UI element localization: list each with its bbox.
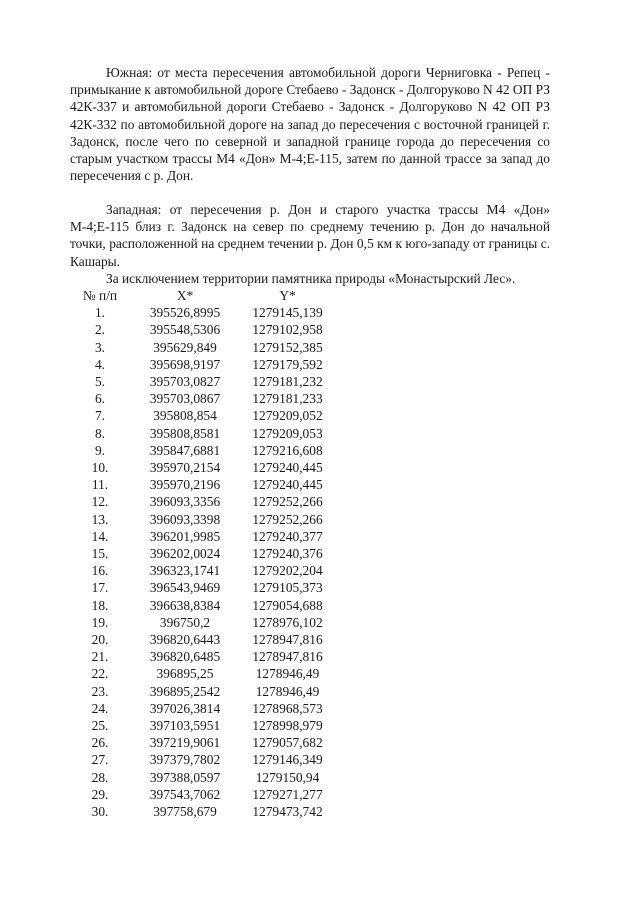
cell-number: 16. [91,563,109,579]
coordinates-table-body [70,304,335,820]
cell-y: 1279252,266 [252,511,323,527]
table-row [70,648,335,665]
cell-x: 397543,7062 [149,786,221,802]
table-row [70,373,335,390]
table-row [70,407,335,424]
table-row [70,562,335,579]
cell-x: 396323,1741 [149,563,221,579]
cell-y: 1278946,49 [255,683,320,699]
cell-y: 1279202,204 [252,563,323,579]
table-row [70,597,335,614]
cell-number: 29. [91,786,109,802]
cell-number: 18. [91,597,109,613]
table-row [70,803,335,820]
cell-y: 1278947,816 [252,649,323,665]
cell-x: 395526,8995 [149,305,221,321]
cell-y: 1279216,608 [252,442,323,458]
cell-x: 395808,8581 [149,425,221,441]
cell-y: 1278976,102 [252,614,323,630]
cell-y: 1279145,139 [252,305,323,321]
cell-y: 1279150,94 [255,769,320,785]
cell-number: 20. [91,632,109,648]
cell-number: 24. [91,700,109,716]
table-row [70,425,335,442]
cell-x: 395847,6881 [149,442,221,458]
cell-number: 1. [94,305,106,321]
paragraph-south-boundary: Южная: от места пересечения автомобильной дороги Черниговка - Репец - примыкание к автомобильной дороге Стебаево - Задонск - Долгоруково N 42 ОП РЗ 42К-337 и автомобильной дороги Стебаево - Задонск - Долгоруково N 42 ОП РЗ 42К-332 по автомобильной дороге на запад до пересечения с восточной границей г. Задонск, после чего по северной и западной границе города до пересечения со старым участком трассы М4 «Дон» М-4;Е-115, затем по данной трассе за запад до пересечения с р. Дон. [70,65,550,184]
cell-x: 396750,2 [159,614,211,630]
cell-y: 1279146,349 [252,752,323,768]
table-row [70,356,335,373]
cell-x: 396093,3356 [149,494,221,510]
cell-number: 23. [91,683,109,699]
cell-number: 14. [91,528,109,544]
cell-x: 396201,9985 [149,528,221,544]
cell-x: 395703,0867 [149,391,221,407]
paragraph-west-boundary: Западная: от пересечения р. Дон и старого участка трассы М4 «Дон» М-4;Е-115 близ г. Задонск на север по среднему течению р. Дон до начальной точки, расположенной на среднем течении р. Дон 0,5 км к юго-западу от границы с. Кашары. [70,202,550,269]
cell-number: 4. [94,356,106,372]
cell-x: 395808,854 [153,408,217,424]
cell-number: 8. [94,425,106,441]
table-row [70,321,335,338]
cell-y: 1279252,266 [252,494,323,510]
table-row [70,511,335,528]
cell-x: 397388,0597 [149,769,221,785]
cell-y: 1279152,385 [252,339,323,355]
table-row [70,304,335,321]
cell-y: 1279179,592 [252,356,323,372]
table-row [70,390,335,407]
cell-x: 396895,2542 [149,683,221,699]
table-row [70,683,335,700]
cell-y: 1279240,445 [252,460,323,476]
cell-number: 9. [94,442,106,458]
cell-number: 10. [91,460,109,476]
column-header-x: X* [176,288,194,303]
table-row [70,665,335,682]
cell-number: 5. [94,374,106,390]
table-row [70,493,335,510]
table-row [70,769,335,786]
cell-number: 28. [91,769,109,785]
cell-number: 26. [91,735,109,751]
table-row [70,700,335,717]
cell-x: 395629,849 [153,339,217,355]
cell-x: 395703,0827 [149,374,221,390]
column-header-y: Y* [279,288,296,303]
table-header-row [70,287,335,304]
cell-y: 1279271,277 [252,786,323,802]
cell-y: 1278968,573 [252,700,323,716]
cell-y: 1279240,376 [252,546,323,562]
cell-number: 11. [91,477,109,493]
cell-number: 25. [91,718,109,734]
cell-number: 2. [94,322,106,338]
cell-x: 396895,25 [156,666,214,682]
cell-number: 6. [94,391,106,407]
table-row [70,631,335,648]
cell-x: 397026,3814 [149,700,221,716]
cell-y: 1279209,053 [252,425,323,441]
cell-number: 22. [91,666,109,682]
cell-x: 396543,9469 [149,580,221,596]
table-row [70,528,335,545]
cell-y: 1278998,979 [252,718,323,734]
cell-x: 396093,3398 [149,511,221,527]
cell-y: 1278947,816 [252,632,323,648]
table-row [70,476,335,493]
paragraph-exclusion: За исключением территории памятника природы «Монастырский Лес». [106,271,516,286]
cell-y: 1279054,688 [252,597,323,613]
cell-x: 395548,5306 [149,322,221,338]
cell-x: 395970,2196 [149,477,221,493]
cell-x: 395698,9197 [149,356,221,372]
cell-number: 21. [91,649,109,665]
coordinates-table [70,287,335,820]
table-row [70,786,335,803]
cell-number: 19. [91,614,109,630]
cell-x: 397219,9061 [149,735,221,751]
cell-y: 1279181,233 [252,391,323,407]
table-row [70,442,335,459]
cell-number: 3. [94,339,106,355]
cell-y: 1279240,445 [252,477,323,493]
cell-x: 397103,5951 [149,718,221,734]
cell-number: 12. [91,494,109,510]
table-row [70,545,335,562]
table-row [70,614,335,631]
cell-y: 1279057,682 [252,735,323,751]
cell-y: 1279473,742 [252,804,323,820]
cell-x: 397379,7802 [149,752,221,768]
table-row [70,751,335,768]
table-row [70,717,335,734]
cell-y: 1279102,958 [252,322,323,338]
table-row [70,579,335,596]
cell-number: 27. [91,752,109,768]
cell-number: 30. [91,804,109,820]
cell-y: 1279209,052 [252,408,323,424]
cell-y: 1279181,232 [252,374,323,390]
cell-y: 1279240,377 [252,528,323,544]
cell-x: 396820,6443 [149,632,221,648]
cell-x: 397758,679 [153,804,217,820]
cell-x: 396820,6485 [149,649,221,665]
cell-number: 7. [94,408,106,424]
cell-y: 1279105,373 [252,580,323,596]
cell-x: 395970,2154 [149,460,221,476]
table-row [70,734,335,751]
cell-number: 15. [91,546,109,562]
table-row [70,459,335,476]
column-header-number: № п/п [82,288,118,303]
cell-x: 396202,0024 [149,546,221,562]
cell-y: 1278946,49 [255,666,320,682]
table-row [70,339,335,356]
cell-number: 17. [91,580,109,596]
cell-number: 13. [91,511,109,527]
cell-x: 396638,8384 [149,597,221,613]
